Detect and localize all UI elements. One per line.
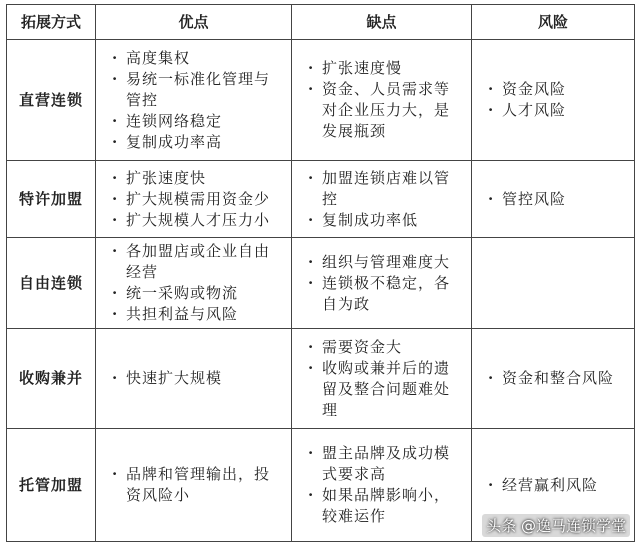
list-item: · 组织与管理难度大 bbox=[308, 252, 461, 273]
risks-cell bbox=[472, 40, 635, 161]
list-item: · 连锁网络稳定 bbox=[112, 111, 281, 132]
risks-list bbox=[472, 368, 634, 389]
list-item: · 易统一标准化管理与管控 bbox=[112, 69, 281, 111]
cons-cell bbox=[292, 238, 472, 329]
cons-list bbox=[292, 337, 471, 421]
header-pros: 优点 bbox=[96, 5, 292, 40]
list-item: · 加盟连锁店难以管控 bbox=[308, 168, 461, 210]
pros-list bbox=[96, 168, 291, 231]
pros-list bbox=[96, 48, 291, 153]
expansion-mode-cell: 收购兼并 bbox=[7, 329, 96, 429]
list-item: · 盟主品牌及成功模式要求高 bbox=[308, 443, 461, 485]
pros-cell bbox=[96, 40, 292, 161]
expansion-mode-cell: 托管加盟 bbox=[7, 429, 96, 542]
list-item: · 共担利益与风险 bbox=[112, 304, 281, 325]
expansion-comparison-table bbox=[6, 4, 635, 542]
list-item: · 扩大规模需用资金少 bbox=[112, 189, 281, 210]
cons-list bbox=[292, 443, 471, 527]
expansion-mode-cell: 自由连锁 bbox=[7, 238, 96, 329]
list-item: · 收购或兼并后的遗留及整合问题难处理 bbox=[308, 358, 461, 421]
risks-list bbox=[472, 189, 634, 210]
watermark: 头条 @逸马连锁学堂 bbox=[482, 514, 630, 537]
table-row bbox=[7, 329, 635, 429]
table-row bbox=[7, 40, 635, 161]
pros-list bbox=[96, 464, 291, 506]
list-item: · 需要资金大 bbox=[308, 337, 461, 358]
header-cons: 缺点 bbox=[292, 5, 472, 40]
risks-list bbox=[472, 475, 634, 496]
list-item: · 扩张速度慢 bbox=[308, 58, 461, 79]
list-item: · 快速扩大规模 bbox=[112, 368, 281, 389]
list-item: · 复制成功率低 bbox=[308, 210, 461, 231]
cons-cell bbox=[292, 40, 472, 161]
list-item: · 扩张速度快 bbox=[112, 168, 281, 189]
risks-list bbox=[472, 79, 634, 121]
pros-cell bbox=[96, 161, 292, 238]
pros-list bbox=[96, 368, 291, 389]
list-item: · 资金、人员需求等对企业压力大，是发展瓶颈 bbox=[308, 79, 461, 142]
cons-cell bbox=[292, 329, 472, 429]
pros-cell bbox=[96, 238, 292, 329]
pros-cell bbox=[96, 429, 292, 542]
cons-list bbox=[292, 168, 471, 231]
list-item: · 资金和整合风险 bbox=[488, 368, 624, 389]
pros-list bbox=[96, 241, 291, 325]
table-row bbox=[7, 238, 635, 329]
list-item: · 高度集权 bbox=[112, 48, 281, 69]
list-item: · 管控风险 bbox=[488, 189, 624, 210]
header-mode: 拓展方式 bbox=[7, 5, 96, 40]
cons-cell bbox=[292, 429, 472, 542]
cons-cell bbox=[292, 161, 472, 238]
risks-cell bbox=[472, 238, 635, 329]
list-item: · 品牌和管理输出，投资风险小 bbox=[112, 464, 281, 506]
expansion-mode-cell: 特许加盟 bbox=[7, 161, 96, 238]
pros-cell bbox=[96, 329, 292, 429]
list-item: · 人才风险 bbox=[488, 100, 624, 121]
expansion-mode-cell: 直营连锁 bbox=[7, 40, 96, 161]
table-header-row bbox=[7, 5, 635, 40]
list-item: · 经营赢利风险 bbox=[488, 475, 624, 496]
header-risks: 风险 bbox=[472, 5, 635, 40]
risks-cell bbox=[472, 329, 635, 429]
list-item: · 各加盟店或企业自由经营 bbox=[112, 241, 281, 283]
cons-list bbox=[292, 252, 471, 315]
list-item: · 连锁极不稳定，各自为政 bbox=[308, 273, 461, 315]
table-row bbox=[7, 161, 635, 238]
list-item: · 统一采购或物流 bbox=[112, 283, 281, 304]
list-item: · 复制成功率高 bbox=[112, 132, 281, 153]
list-item: · 资金风险 bbox=[488, 79, 624, 100]
table-body bbox=[7, 40, 635, 542]
cons-list bbox=[292, 58, 471, 142]
risks-cell bbox=[472, 161, 635, 238]
list-item: · 扩大规模人才压力小 bbox=[112, 210, 281, 231]
list-item: · 如果品牌影响小，较难运作 bbox=[308, 485, 461, 527]
